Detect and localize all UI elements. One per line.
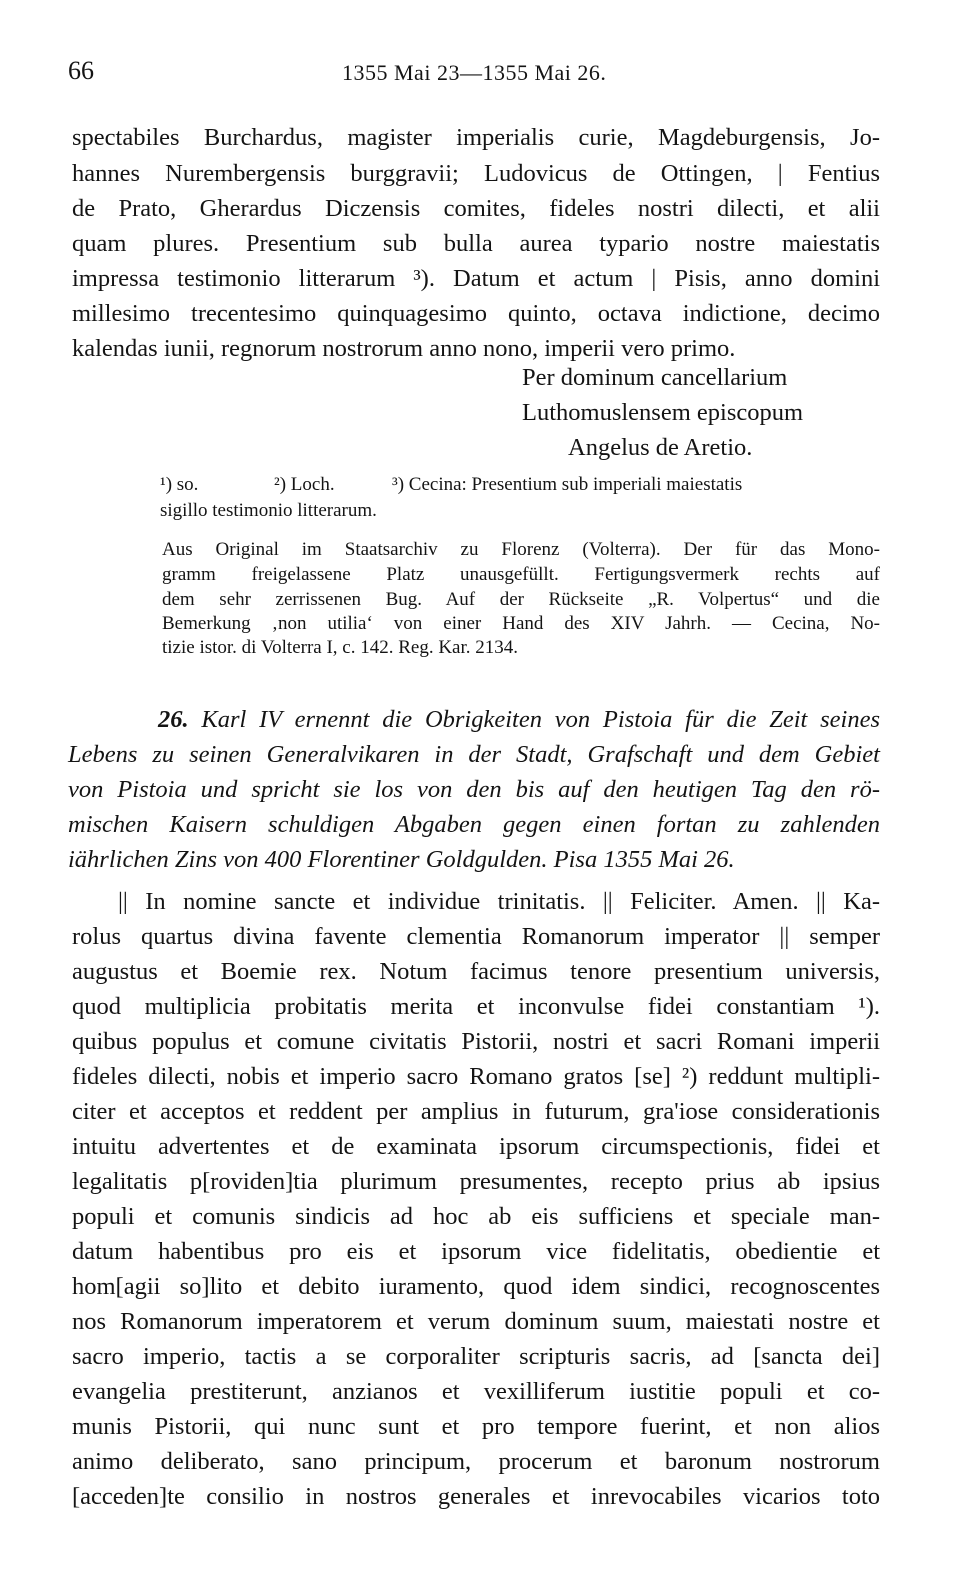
footnote-3-continued: sigillo testimonio litterarum. — [160, 500, 377, 521]
signature-line: Per dominum cancellarium — [522, 364, 788, 391]
text-line: quod multiplicia probitatis merita et inconvulse fidei constantiam ¹). — [72, 993, 880, 1020]
regest-line: iährlichen Zins von 400 Florentiner Goldgulden. Pisa 1355 Mai 26. — [68, 846, 735, 873]
text-line: millesimo trecentesimo quinquagesimo quinto, octava indictione, decimo — [72, 300, 880, 327]
regest-line: von Pistoia und spricht sie los von den bis auf den heutigen Tag den rö- — [68, 776, 880, 803]
note-line: dem sehr zerrissenen Bug. Auf der Rückseite „R. Volpertus“ und die — [162, 589, 880, 610]
text-line: quam plures. Presentium sub bulla aurea typario nostre maiestatis — [72, 230, 880, 257]
footnote-3: ³) Cecina: Presentium sub imperiali maiestatis — [392, 474, 743, 495]
text-line: sacro imperio, tactis a se corporaliter scripturis sacris, ad [sancta dei] — [72, 1343, 880, 1370]
text-line: animo deliberato, sano principum, procerum et baronum nostrorum — [72, 1448, 880, 1475]
page-number: 66 — [68, 56, 94, 85]
text-line: munis Pistorii, qui nunc sunt et pro tempore fuerint, et non alios — [72, 1413, 880, 1440]
document-number: 26. — [158, 706, 189, 733]
text-line: quibus populus et comune civitatis Pistorii, nostri et sacri Romani imperii — [72, 1028, 880, 1055]
text-line: [acceden]te consilio in nostros generales et inrevocabiles vicarios toto — [72, 1483, 880, 1510]
text-line: nos Romanorum imperatorem et verum dominum suum, maiestati nostre et — [72, 1308, 880, 1335]
text-line: citer et acceptos et reddent per amplius in futurum, gra'iose considerationis — [72, 1098, 880, 1125]
regest-line: Lebens zu seinen Generalvikaren in der Stadt, Grafschaft und dem Gebiet — [68, 741, 880, 768]
signature-line: Angelus de Aretio. — [568, 434, 753, 461]
text-line: fideles dilecti, nobis et imperio sacro Romano gratos [se] ²) reddunt multipli- — [72, 1063, 880, 1090]
footnote-1: ¹) so. — [160, 474, 199, 495]
regest-line-first — [68, 706, 880, 734]
text-line: legalitatis p[roviden]tia plurimum presumentes, recepto prius ab ipsius — [72, 1168, 880, 1195]
note-line: Aus Original im Staatsarchiv zu Florenz (Volterra). Der für das Mono- — [162, 539, 880, 560]
running-header-date: 1355 Mai 23—1355 Mai 26. — [342, 60, 607, 85]
note-line: gramm freigelassene Platz unausgefüllt. Fertigungsvermerk rechts auf — [162, 564, 880, 585]
footnote-2: ²) Loch. — [274, 474, 335, 495]
text-line: spectabiles Burchardus, magister imperialis curie, Magdeburgensis, Jo- — [72, 124, 880, 151]
text-line: evangelia prestiterunt, anzianos et vexilliferum iustitie populi et co- — [72, 1378, 880, 1405]
text-line: populi et comunis sindicis ad hoc ab eis sufficiens et speciale man- — [72, 1203, 880, 1230]
signature-line: Luthomuslensem episcopum — [522, 399, 804, 426]
text-line: || In nomine sancte et individue trinitatis. || Feliciter. Amen. || Ka- — [118, 888, 880, 915]
regest-text: Karl IV ernennt die Obrigkeiten von Pistoia für die Zeit seines — [201, 706, 881, 733]
note-line: tizie istor. di Volterra I, c. 142. Reg. Kar. 2134. — [162, 637, 519, 658]
text-line: datum habentibus pro eis et ipsorum vice fidelitatis, obedientie et — [72, 1238, 880, 1265]
text-line: kalendas iunii, regnorum nostrorum anno nono, imperii vero primo. — [72, 335, 736, 362]
text-line: hom[agii so]lito et debito iuramento, quod idem sindici, recognoscentes — [72, 1273, 880, 1300]
text-line: rolus quartus divina favente clementia Romanorum imperator || semper — [72, 923, 880, 950]
text-line: intuitu advertentes et de examinata ipsorum circumspectionis, fidei et — [72, 1133, 880, 1160]
text-line: impressa testimonio litterarum ³). Datum et actum | Pisis, anno domini — [72, 265, 880, 292]
text-line: augustus et Boemie rex. Notum facimus tenore presentium universis, — [72, 958, 880, 985]
note-line: Bemerkung ‚non utilia‘ von einer Hand des XIV Jahrh. — Cecina, No- — [162, 613, 880, 634]
regest-line: mischen Kaisern schuldigen Abgaben gegen einen fortan zu zahlenden — [68, 811, 880, 838]
text-line: de Prato, Gherardus Diczensis comites, fideles nostri dilecti, et alii — [72, 195, 880, 222]
text-line: hannes Nurembergensis burggravii; Ludovicus de Ottingen, | Fentius — [72, 160, 880, 187]
